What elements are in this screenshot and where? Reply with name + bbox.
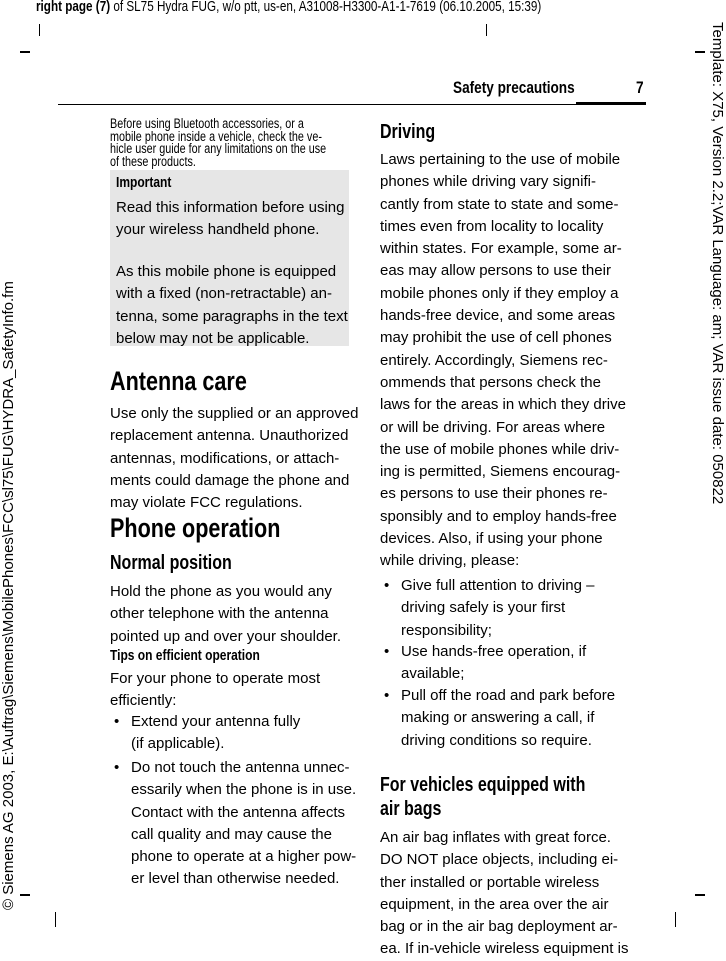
header-rule — [58, 104, 646, 105]
bullet-icon: • — [384, 577, 390, 594]
driving-text: Laws pertaining to the use of mobile phones while driving vary signifi- cantly from state to state and some- times even from locality to locality within states. For example, some ar- eas may allow persons to use their mobile phones only if they employ a hands-free device, and some areas may prohibit the use of cell phones entirely. Accordingly, Siemens rec- ommends that persons check the laws for the areas in which they drive or will be driving. For areas where the use of mobile phones while driv- ing is permitted, Siemens encourag- es persons to use their phones re- sponsibly and to employ hands-free devices. Also, if using your phone while driving, please: — [380, 151, 626, 570]
antenna-care-heading: Antenna care — [110, 366, 247, 396]
tips-heading: Tips on efficient operation — [110, 647, 260, 664]
section-title: Safety precautions — [453, 78, 575, 97]
crop-mark — [20, 51, 30, 53]
list-item-text: Do not touch the antenna unnec- essarily when the phone is in use. Contact with the antenna affects call quality and may cause the phone to operate at a higher pow- er level than otherwise needed. — [131, 759, 357, 888]
driving-heading: Driving — [380, 121, 436, 143]
crop-mark — [20, 894, 30, 896]
side-template-text: Template: X75, Version 2.2;VAR Language: am; VAR issue date: 050822 — [709, 22, 726, 505]
airbag-heading: For vehicles equipped with air bags — [380, 774, 586, 820]
crop-mark — [39, 24, 40, 36]
list-item-text: Pull off the road and park before making or answering a call, if driving conditions so require. — [401, 687, 616, 749]
side-file-path-text: © Siemens AG 2003, E:\Auftrag\Siemens\MobilePhones\FCC\sl75\FUG\HYDRA_SafetyInfo.fm — [0, 281, 17, 910]
important-title: Important — [116, 174, 172, 191]
crop-mark — [55, 912, 56, 927]
bullet-icon: • — [384, 687, 390, 704]
bullet-icon: • — [384, 643, 390, 660]
bullet-icon: • — [114, 713, 120, 730]
crop-mark — [695, 51, 705, 53]
bluetooth-intro: Before using Bluetooth accessories, or a mobile phone inside a vehicle, check the ve- hicle user guide for any limitations on the use of these products. — [110, 116, 327, 169]
important-text-1: Read this information before using your wireless handheld phone. — [116, 199, 345, 239]
page-number: 7 — [636, 78, 644, 97]
print-info-page: right page (7) — [36, 0, 111, 15]
side-template-info — [708, 22, 726, 504]
crop-mark — [675, 912, 676, 927]
tips-text: For your phone to operate most efficiently: — [110, 670, 321, 710]
airbag-text: An air bag inflates with great force. DO NOT place objects, including ei- ther installed or portable wireless equipment, in the area over the air bag or in the air bag deployment ar- ea. If in-vehicle wireless equipment is — [380, 829, 629, 958]
print-info-line — [36, 0, 684, 15]
phone-operation-heading: Phone operation — [110, 513, 281, 543]
normal-position-heading: Normal position — [110, 552, 232, 574]
list-item-text: Give full attention to driving – driving safely is your first responsibility; — [401, 577, 595, 639]
normal-position-text: Hold the phone as you would any other telephone with the antenna pointed up and over your shoulder. — [110, 583, 341, 645]
important-box — [110, 170, 349, 346]
crop-mark — [486, 24, 487, 36]
print-info-rest: of SL75 Hydra FUG, w/o ptt, us-en, A31008-H3300-A1-1-7619 (06.10.2005, 15:39) — [110, 0, 542, 15]
crop-mark — [695, 894, 705, 896]
list-item-text: Use hands-free operation, if available; — [401, 643, 587, 683]
list-item-text: Extend your antenna fully (if applicable). — [131, 713, 301, 753]
header-rule-accent — [576, 102, 646, 105]
bullet-icon: • — [114, 759, 120, 776]
important-text-2: As this mobile phone is equipped with a fixed (non-retractable) an- tenna, some paragraphs in the text below may not be applicable. — [116, 263, 348, 347]
side-file-path — [0, 281, 18, 910]
antenna-care-text: Use only the supplied or an approved replacement antenna. Unauthorized antennas, modifications, or attach- ments could damage the phone and may violate FCC regulations. — [110, 405, 359, 512]
